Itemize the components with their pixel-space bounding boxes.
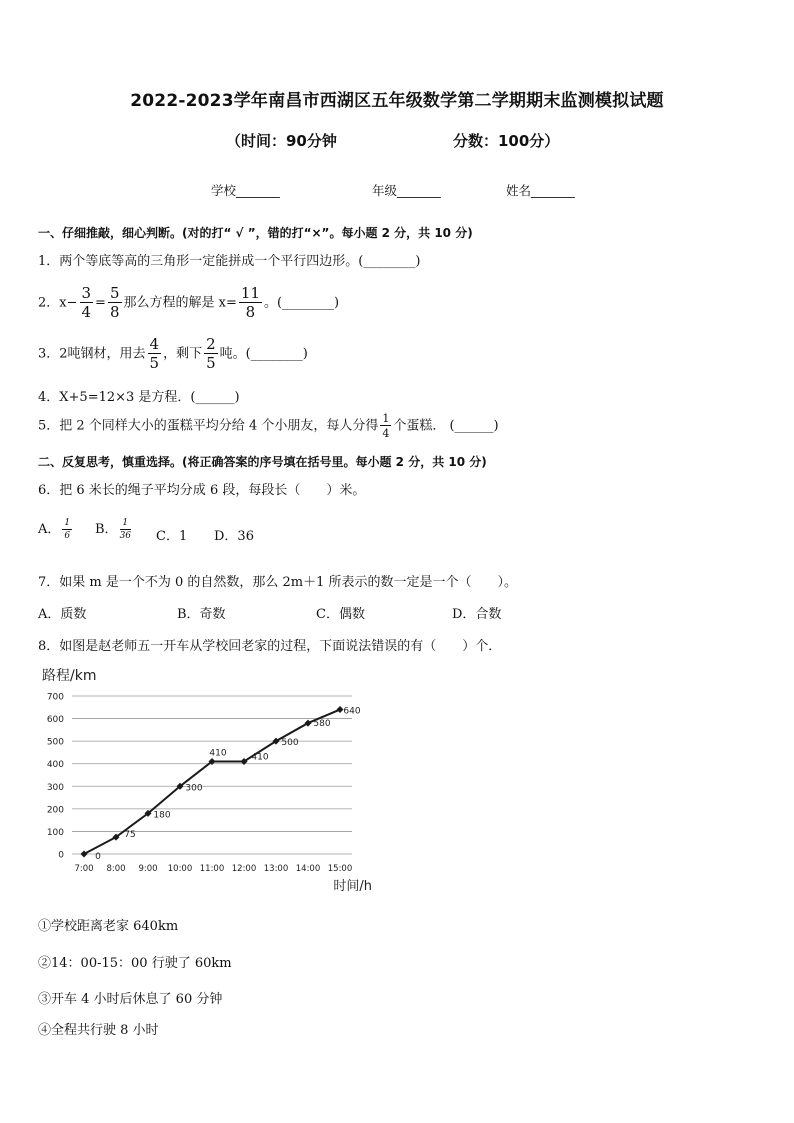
exam-time: （时间：90分钟 [226, 132, 337, 150]
y-tick-label: 300 [46, 782, 64, 793]
section2-heading: 二、反复思考，慎重选择。(将正确答案的序号填在括号里。每小题 2 分，共 10 分) [38, 455, 487, 469]
data-label: 580 [313, 719, 331, 730]
data-label: 75 [124, 830, 136, 841]
data-label: 410 [209, 748, 227, 759]
y-tick-label: 600 [46, 715, 64, 726]
fraction: $\frac{5}{8}$ [109, 284, 120, 321]
q7-option-d: D．合数 [452, 607, 502, 622]
fraction: $\frac{2}{5}$ [206, 335, 216, 372]
y-axis-label: 路程/km [42, 668, 97, 684]
x-tick-label: 9:00 [138, 864, 158, 874]
question-8: 8．如图是赵老师五一开车从学校回老家的过程，下面说法错误的有（ ）个． [38, 639, 502, 654]
statement-3: ③开车 4 小时后休息了 60 分钟 [38, 992, 223, 1007]
q7-option-c: C．偶数 [316, 607, 365, 622]
fraction: $\frac{3}{4}$ [81, 284, 92, 321]
series-line [84, 710, 340, 854]
y-tick-label: 700 [46, 692, 64, 703]
data-label: 0 [95, 852, 101, 862]
x-tick-label: 14:00 [295, 864, 321, 874]
data-label: 300 [185, 783, 203, 794]
q7-option-a: A．质数 [38, 607, 87, 622]
question-3: 3．2吨钢材，用去 $\frac{4}{5}$ ，剩下 $\frac{2}{5}$ 吨。(________) [38, 335, 308, 372]
statement-2: ②14：00-15：00 行驶了 60km [38, 956, 232, 971]
q7-option-b: B．奇数 [177, 607, 226, 622]
x-axis-label: 时间/h [333, 879, 372, 894]
question-5: 5．把 2 个同样大小的蛋糕平均分给 4 个小朋友，每人分得 $\frac{1}{4}$ 个蛋糕． (______) [38, 412, 499, 440]
exam-score: 分数：100分） [453, 132, 560, 150]
fraction: $\frac{1}{36}$ [119, 517, 132, 541]
school-field: 学校_______ [211, 183, 280, 198]
x-tick-label: 10:00 [167, 864, 193, 874]
question-4: 4．X+5=12×3 是方程．(______) [38, 390, 240, 405]
question-7: 7．如果 m 是一个不为 0 的自然数，那么 2m＋1 所表示的数一定是一个（ ）。 [38, 575, 518, 590]
x-tick-label: 13:00 [263, 864, 289, 874]
x-tick-label: 15:00 [327, 864, 353, 874]
data-label: 410 [251, 752, 269, 763]
fraction: $\frac{11}{8}$ [240, 284, 260, 321]
section1-heading: 一、仔细推敲，细心判断。(对的打“ √ ”，错的打“×”。每小题 2 分，共 10 分) [38, 226, 473, 240]
question-1: 1．两个等底等高的三角形一定能拼成一个平行四边形。(________) [38, 254, 421, 269]
question-6: 6．把 6 米长的绳子平均分成 6 段，每段长（ ）米。 [38, 483, 366, 498]
q6-option-d: D．36 [214, 529, 254, 544]
grade-field: 年级_______ [372, 183, 441, 198]
data-label: 500 [281, 738, 299, 749]
statement-1: ①学校距离老家 640km [38, 919, 179, 934]
question-2: 2．x− $\frac{3}{4}$ = $\frac{5}{8}$ 那么方程的解是 x= $\frac{11}{8}$ 。(________) [38, 284, 340, 321]
y-tick-label: 100 [46, 827, 64, 838]
q6-option-b: B． $\frac{1}{36}$ [95, 517, 132, 541]
x-tick-label: 8:00 [106, 864, 126, 874]
data-point [81, 851, 88, 858]
x-tick-label: 11:00 [199, 864, 225, 874]
x-tick-label: 12:00 [231, 864, 257, 874]
y-tick-label: 500 [46, 737, 64, 748]
q6-option-c: C．1 [156, 529, 188, 544]
q6-option-a: A． $\frac{1}{6}$ [38, 517, 71, 541]
x-tick-label: 7:00 [74, 864, 94, 874]
statement-4: ④全程共行驶 8 小时 [38, 1023, 159, 1038]
fraction: $\frac{1}{6}$ [64, 517, 71, 541]
y-tick-label: 0 [58, 850, 64, 861]
y-tick-label: 200 [46, 805, 64, 816]
y-tick-label: 400 [46, 760, 64, 771]
distance-time-chart [30, 660, 390, 900]
name-field: 姓名_______ [506, 183, 575, 198]
fraction: $\frac{4}{5}$ [149, 335, 160, 372]
page-title: 2022-2023学年南昌市西湖区五年级数学第二学期期末监测模拟试题 [130, 91, 664, 111]
data-label: 180 [153, 810, 171, 821]
data-label: 640 [343, 706, 361, 717]
fraction: $\frac{1}{4}$ [382, 412, 390, 440]
